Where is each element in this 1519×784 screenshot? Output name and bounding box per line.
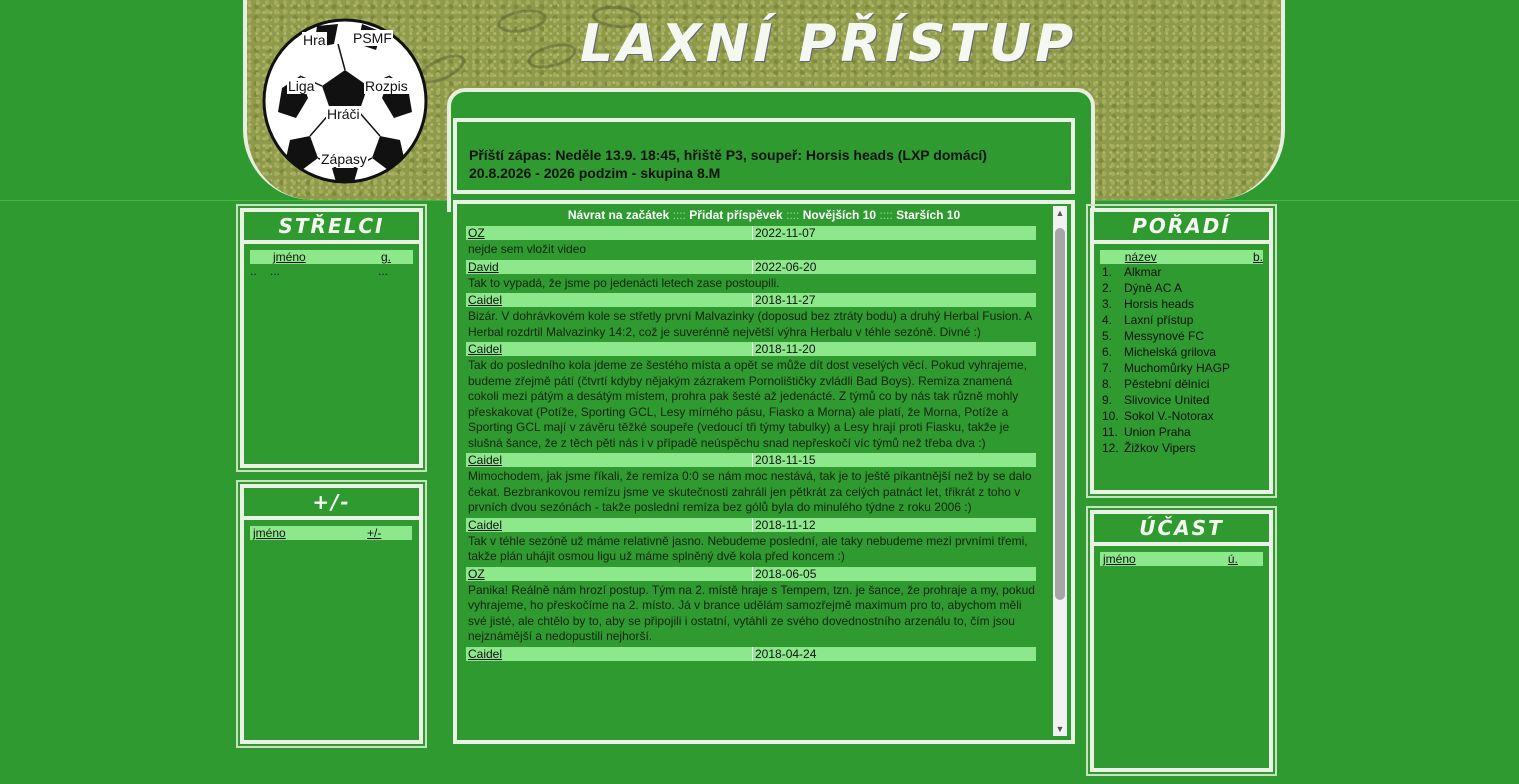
standings-team-name: Muchomůrky HAGP: [1124, 361, 1231, 375]
scorers-row-name: ...: [270, 264, 281, 278]
next-match-label: Příští zápas:: [469, 147, 552, 163]
standings-team-name: Pěstební dělníci: [1124, 377, 1210, 391]
standings-position: 9.: [1102, 393, 1113, 407]
standings-position: 6.: [1102, 345, 1113, 359]
standings-row: [1102, 264, 1261, 280]
message-board: [453, 200, 1075, 744]
standings-row: [1102, 296, 1261, 312]
season-line: 20.8.2026 - 2026 podzim - skupina 8.M: [469, 165, 721, 181]
soccer-ball-nav: [262, 18, 428, 184]
standings-team-name: Žižkov Vipers: [1124, 441, 1196, 455]
scroll-down-icon[interactable]: ▼: [1055, 724, 1065, 734]
standings-row: [1102, 408, 1261, 424]
scorers-header: [250, 250, 413, 264]
post-date: 2022-11-07: [752, 226, 816, 240]
newer-posts-link[interactable]: Novějších 10: [802, 208, 877, 222]
board-nav: [457, 208, 1071, 222]
back-to-top-link[interactable]: Návrat na začátek: [567, 208, 670, 222]
post-text: Tak do posledního kola jdeme ze šestého místa a opět se může dít dost veselých věcí. Pokud vyhrajeme, budeme zřejmě pátí (čtvrtí kdyby nějakým zázrakem Pornolištičky zvládli Bad Boys). Remíza znamená cokoli mezi pátým a desátým místem, prohra pak šesté až jedenácté. Z týmů co by nás tak různě mohly přeskakovat (Potíže, Sporting GCL, Lesy mírného pásu, Fiasko a Morna) ale platí, že Morna, Potíže a Sporting GCL mají v závěru těžké soupeře (vedoucí tři týmy tabulky) a Lesy hrají proti Fiasku, takže je slušná šance, že z těch pěti nás i v případě neúspěchu snad nepřeskočí víc týmů než třeba dva :): [468, 358, 1027, 450]
post-header: [466, 226, 1036, 240]
standings-team-name: Union Praha: [1124, 425, 1191, 439]
attendance-header: [1100, 552, 1263, 566]
post-date: 2018-06-05: [752, 567, 816, 581]
standings-position: 5.: [1102, 329, 1113, 343]
post-header: [466, 260, 1036, 274]
next-match-line: [469, 146, 1059, 164]
plusminus-col-value[interactable]: +/-: [364, 526, 412, 540]
post-date: 2022-06-20: [752, 260, 816, 274]
scorers-col-name[interactable]: jméno: [270, 250, 378, 264]
post-author-link[interactable]: Caidel: [468, 453, 503, 467]
standings-col-points[interactable]: b.: [1250, 250, 1263, 264]
scorers-row-goals: ...: [378, 264, 389, 278]
nav-zapasy-link[interactable]: Zápasy: [321, 151, 367, 167]
scorers-title: STŘELCI: [244, 212, 419, 244]
standings-row: [1102, 424, 1261, 440]
site-title: LAXNÍ PŘÍSTUP: [580, 14, 1078, 74]
standings-position: 3.: [1102, 297, 1113, 311]
post-date: 2018-11-27: [752, 293, 816, 307]
posts-list: [457, 226, 1071, 661]
standings-list: [1102, 264, 1261, 456]
attendance-title: ÚČAST: [1094, 514, 1269, 546]
standings-team-name: Sokol V.-Notorax: [1124, 409, 1214, 423]
post-header: [466, 453, 1036, 467]
standings-row: [1102, 376, 1261, 392]
post-header: [466, 518, 1036, 532]
standings-row: [1102, 392, 1261, 408]
standings-team-name: Dýně AC A: [1124, 281, 1183, 295]
post-header: [466, 647, 1036, 661]
post-text: Tak to vypadá, že jsme po jedenácti letech zase postoupili.: [468, 275, 780, 290]
nav-hraci-link[interactable]: Hráči: [327, 106, 360, 122]
scorers-row-dot: ..: [250, 264, 257, 278]
post-author-link[interactable]: OZ: [468, 566, 485, 581]
nav-rozpis-link[interactable]: Rozpis: [365, 78, 408, 94]
standings-position: 11.: [1102, 425, 1118, 439]
post-author-link[interactable]: OZ: [468, 226, 485, 240]
attendance-box: [1090, 510, 1273, 772]
post-author-link[interactable]: Caidel: [468, 342, 503, 356]
post-text: Mimochodem, jak jsme říkali, že remíza 0:0 se nám moc nestává, tak je to ještě pikantnější než by se dalo čekat. Bezbrankovou remízu jsme ve skutečnosti zahráli jen pětkrát za celých patnáct let, třikrát z toho v prvních dvou sezónách - takže poslední remíza bez gólů byla do minulého týdne z roku 2006 :): [468, 469, 1032, 514]
standings-team-name: Alkmar: [1124, 265, 1162, 279]
scrollbar-thumb[interactable]: [1055, 228, 1065, 600]
standings-position: 8.: [1102, 377, 1113, 391]
standings-title: POŘADÍ: [1094, 212, 1269, 244]
post-date: 2018-11-20: [752, 342, 816, 356]
post-author-link[interactable]: Caidel: [468, 293, 503, 307]
post-date: 2018-11-15: [752, 453, 816, 467]
scroll-up-icon[interactable]: ▲: [1055, 208, 1065, 218]
standings-team-name: Slivovice United: [1124, 393, 1210, 407]
post-header: [466, 293, 1036, 307]
attendance-col-value[interactable]: ú.: [1225, 552, 1263, 566]
standings-row: [1102, 440, 1261, 456]
attendance-col-name[interactable]: jméno: [1100, 552, 1225, 566]
standings-team-name: Horsis heads: [1124, 297, 1195, 311]
footprint-decoration: [525, 39, 579, 73]
next-match-text: Neděle 13.9. 18:45, hřiště P3, soupeř: Horsis heads (LXP domácí): [555, 147, 987, 163]
standings-position: 7.: [1102, 361, 1113, 375]
post-header: [466, 567, 1036, 581]
nav-hra-link[interactable]: Hra: [303, 32, 326, 48]
standings-position: 12.: [1102, 441, 1119, 455]
standings-row: [1102, 344, 1261, 360]
standings-row: [1102, 328, 1261, 344]
standings-team-name: Michelská grilova: [1124, 345, 1217, 359]
scorers-box: [240, 208, 423, 468]
next-match-panel: [453, 118, 1075, 194]
post-author-link[interactable]: David: [468, 259, 499, 274]
add-post-link[interactable]: Přidat příspěvek: [689, 208, 783, 222]
nav-separator: ::::: [672, 208, 686, 222]
standings-col-name[interactable]: název: [1122, 250, 1250, 264]
post-text: Bizár. V dohrávkovém kole se střetly první Malvazinky (doposud bez ztráty bodu) a druhý Herbal Fusion. A Herbal rozdrtil Malvazinky 14:2, což je suverénně největší výhra Herbalu v téhle sezóně. Divné :): [468, 309, 1032, 339]
nav-psmf-link[interactable]: PSMF: [353, 30, 392, 46]
board-scrollbar[interactable]: [1053, 206, 1067, 736]
scorers-col-blank: [250, 250, 270, 264]
post-author-link[interactable]: Caidel: [468, 517, 503, 532]
post-text: Tak v téhle sezóně už máme relativně jasno. Nebudeme poslední, ale taky nebudeme mezi prvními třemi, takže plán uhájit osmou ligu už máme splněný dvě kola před koncem :): [468, 533, 1028, 563]
nav-liga-link[interactable]: Liga: [288, 78, 315, 94]
older-posts-link[interactable]: Starších 10: [896, 208, 961, 222]
standings-row: [1102, 360, 1261, 376]
standings-row: [1102, 280, 1261, 296]
standings-position: 1.: [1102, 265, 1113, 279]
plusminus-col-name[interactable]: jméno: [250, 526, 364, 540]
post-header: [466, 342, 1036, 356]
standings-team-name: Messynové FC: [1124, 329, 1205, 343]
post-date: 2018-11-12: [752, 518, 816, 532]
standings-position: 2.: [1102, 281, 1113, 295]
standings-team-name: Laxní přístup: [1124, 313, 1194, 327]
footprint-decoration: [495, 6, 548, 36]
post-text: nejde sem vložit video: [468, 242, 587, 256]
plusminus-box: [240, 484, 423, 744]
post-text: Panika! Reálně nám hrozí postup. Tým na 2. místě hraje s Tempem, tzn. je šance, že prohraje a my, pokud vyhrajeme, ho přeskočíme na 2. místo. Já v brance udělám samozřejmě maximum pro to, abychom měli své jisté, ale chtělo by to, aby se připojili i ostatní, vytáhli ze svého dovednostního arzenálu to, čím jsou nejznámější a nedopustili nejhorší.: [468, 582, 1035, 643]
nav-separator: ::::: [786, 208, 800, 222]
standings-position: 10.: [1102, 409, 1119, 423]
standings-position: 4.: [1102, 313, 1113, 327]
standings-col-blank: [1100, 250, 1122, 264]
standings-row: [1102, 312, 1261, 328]
post-date: 2018-04-24: [752, 647, 816, 661]
standings-header: [1100, 250, 1263, 264]
plusminus-title: +/-: [244, 488, 419, 520]
post-author-link[interactable]: Caidel: [468, 646, 503, 661]
scorers-row: [250, 264, 413, 278]
scorers-col-goals[interactable]: g.: [378, 250, 413, 264]
plusminus-header: [250, 526, 413, 540]
nav-separator: ::::: [879, 208, 893, 222]
standings-box: [1090, 208, 1273, 494]
